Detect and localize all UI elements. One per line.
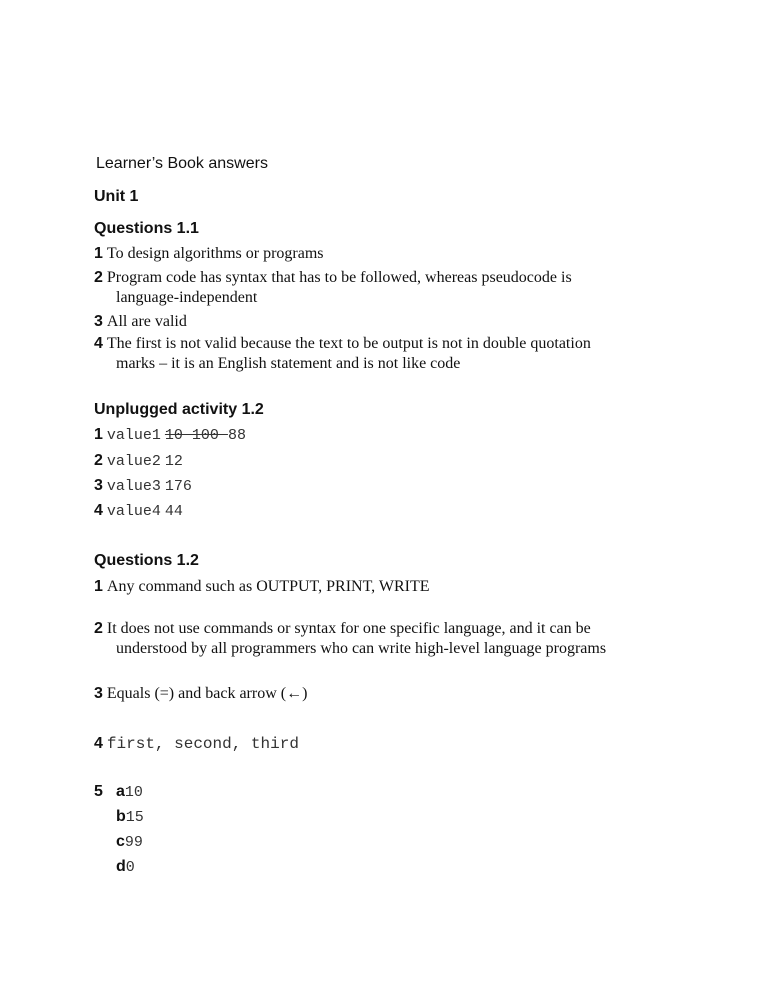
item-number: 2 bbox=[94, 620, 103, 637]
q1-1-item-4 bbox=[94, 334, 591, 354]
questions-1-2-heading: Questions 1.2 bbox=[94, 552, 199, 569]
final-value: 44 bbox=[164, 503, 183, 520]
item-number: 3 bbox=[94, 685, 103, 702]
q1-2-item-5a bbox=[116, 782, 143, 803]
q1-2-item-1 bbox=[94, 577, 430, 597]
questions-1-1-heading: Questions 1.1 bbox=[94, 220, 199, 237]
q1-1-item-4-continuation: marks – it is an English statement and is not like code bbox=[116, 355, 461, 372]
item-number: 2 bbox=[94, 269, 103, 286]
item-number: 5 bbox=[94, 783, 103, 800]
q1-1-item-2 bbox=[94, 268, 572, 288]
item-text: To design algorithms or programs bbox=[106, 245, 324, 262]
variable-name: value2 bbox=[106, 453, 161, 470]
unit-heading: Unit 1 bbox=[94, 188, 139, 205]
part-letter: b bbox=[116, 808, 126, 825]
item-number: 1 bbox=[94, 245, 103, 262]
variable-name: value4 bbox=[106, 503, 161, 520]
part-letter: d bbox=[116, 858, 126, 875]
unplugged-1-2-heading: Unplugged activity 1.2 bbox=[94, 401, 264, 418]
part-letter: a bbox=[116, 783, 125, 800]
item-number: 2 bbox=[94, 452, 103, 469]
struck-values: 10 100 bbox=[164, 427, 228, 444]
part-value: 0 bbox=[125, 859, 135, 876]
q1-2-item-5c bbox=[116, 832, 143, 853]
q1-1-item-2-continuation: language-independent bbox=[116, 289, 258, 306]
item-text: It does not use commands or syntax for one specific language, and it can be bbox=[106, 620, 591, 637]
unplugged-item-2 bbox=[94, 451, 183, 472]
item-number: 4 bbox=[94, 502, 103, 519]
q1-1-item-3 bbox=[94, 312, 187, 332]
part-letter: c bbox=[116, 833, 125, 850]
item-number: 1 bbox=[94, 426, 103, 443]
item-text: All are valid bbox=[106, 313, 187, 330]
item-text: Program code has syntax that has to be followed, whereas pseudocode is bbox=[106, 269, 572, 286]
q1-1-item-1 bbox=[94, 244, 324, 264]
item-text: The first is not valid because the text to be output is not in double quotation bbox=[106, 335, 591, 352]
q1-2-item-2-continuation: understood by all programmers who can write high-level language programs bbox=[116, 640, 607, 657]
item-code: first, second, third bbox=[106, 735, 299, 753]
item-number: 1 bbox=[94, 578, 103, 595]
item-number: 4 bbox=[94, 735, 103, 752]
variable-name: value3 bbox=[106, 478, 161, 495]
unplugged-item-4 bbox=[94, 501, 183, 522]
q1-2-item-5 bbox=[94, 782, 103, 802]
q1-2-item-5d bbox=[116, 857, 135, 878]
document-title: Learner’s Book answers bbox=[96, 155, 268, 172]
q1-2-item-3 bbox=[94, 684, 307, 704]
item-number: 3 bbox=[94, 313, 103, 330]
item-text: Equals (=) and back arrow (←) bbox=[106, 685, 308, 702]
part-value: 15 bbox=[125, 809, 144, 826]
final-value: 88 bbox=[227, 427, 246, 444]
unplugged-item-3 bbox=[94, 476, 192, 497]
part-value: 10 bbox=[124, 784, 143, 801]
item-number: 4 bbox=[94, 335, 103, 352]
q1-2-item-5b bbox=[116, 807, 144, 828]
item-text: Any command such as OUTPUT, PRINT, WRITE bbox=[106, 578, 430, 595]
part-value: 99 bbox=[124, 834, 143, 851]
q1-2-item-4 bbox=[94, 734, 299, 754]
final-value: 12 bbox=[164, 453, 183, 470]
q1-2-item-2 bbox=[94, 619, 591, 639]
final-value: 176 bbox=[164, 478, 192, 495]
variable-name: value1 bbox=[106, 427, 161, 444]
unplugged-item-1 bbox=[94, 425, 246, 446]
item-number: 3 bbox=[94, 477, 103, 494]
